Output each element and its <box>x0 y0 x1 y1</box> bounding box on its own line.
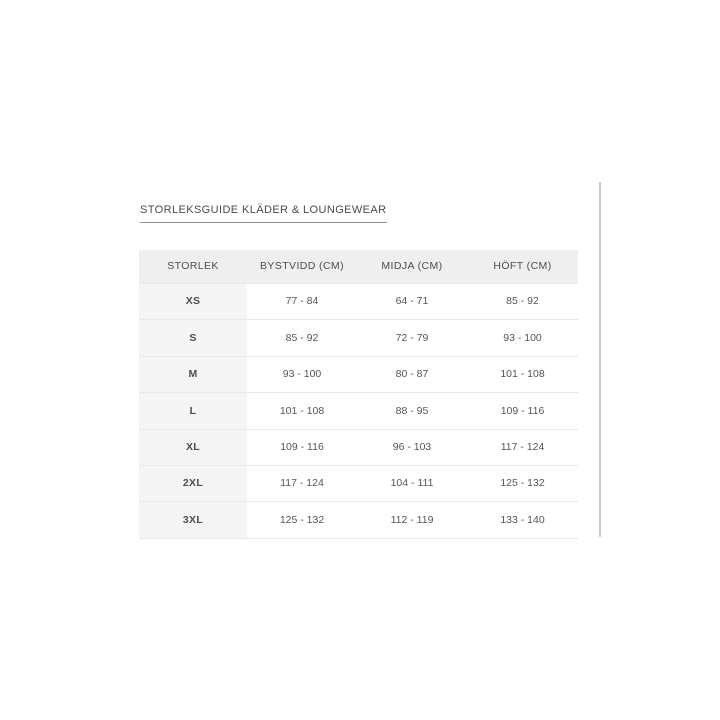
waist-measurement-cell: 88 - 95 <box>395 404 429 417</box>
bust-measurement-cell: 125 - 132 <box>279 513 325 526</box>
scrollbar-thumb[interactable] <box>599 182 601 537</box>
size-cell: 3XL <box>139 502 247 537</box>
waist-measurement-cell: 96 - 103 <box>392 441 432 453</box>
waist-measurement-cell: 64 - 71 <box>395 295 429 308</box>
bust-measurement-cell: 93 - 100 <box>282 368 322 381</box>
hip-measurement-cell: 133 - 140 <box>500 513 545 526</box>
waist-measurement-cell: 80 - 87 <box>395 368 429 381</box>
waist-measurement-cell: 104 - 111 <box>390 477 434 490</box>
table-row <box>139 356 578 392</box>
hip-measurement-cell: 93 - 100 <box>503 331 542 344</box>
table-row <box>139 392 578 428</box>
hip-measurement-cell: 117 - 124 <box>500 441 545 453</box>
column-header-bystvidd: BYSTVIDD (CM) <box>260 260 344 273</box>
page-title: STORLEKSGUIDE KLÄDER & LOUNGEWEAR <box>140 204 387 223</box>
bust-measurement-cell: 101 - 108 <box>279 404 325 417</box>
size-cell: M <box>139 357 247 392</box>
size-table <box>139 250 578 539</box>
table-row <box>139 283 578 319</box>
bust-measurement-cell: 77 - 84 <box>285 295 319 308</box>
table-row <box>139 319 578 355</box>
bust-measurement-cell: 117 - 124 <box>280 477 324 490</box>
hip-measurement-cell: 101 - 108 <box>500 368 545 381</box>
column-header-hoft: HÖFT (CM) <box>493 260 552 273</box>
size-cell: XL <box>139 430 247 465</box>
table-row <box>139 429 578 465</box>
table-header-row <box>139 250 578 283</box>
waist-measurement-cell: 72 - 79 <box>395 331 429 344</box>
table-row <box>139 465 578 501</box>
column-header-midja: MIDJA (CM) <box>381 260 443 273</box>
bust-measurement-cell: 109 - 116 <box>280 441 324 453</box>
bust-measurement-cell: 85 - 92 <box>285 331 319 344</box>
hip-measurement-cell: 109 - 116 <box>500 404 545 417</box>
waist-measurement-cell: 112 - 119 <box>390 513 434 526</box>
hip-measurement-cell: 125 - 132 <box>500 477 545 490</box>
size-cell: XS <box>139 284 247 319</box>
size-cell: L <box>139 393 247 428</box>
table-row <box>139 501 578 538</box>
hip-measurement-cell: 85 - 92 <box>506 295 539 308</box>
size-cell: S <box>139 320 247 355</box>
size-cell: 2XL <box>139 466 247 501</box>
column-header-storlek: STORLEK <box>167 260 219 273</box>
